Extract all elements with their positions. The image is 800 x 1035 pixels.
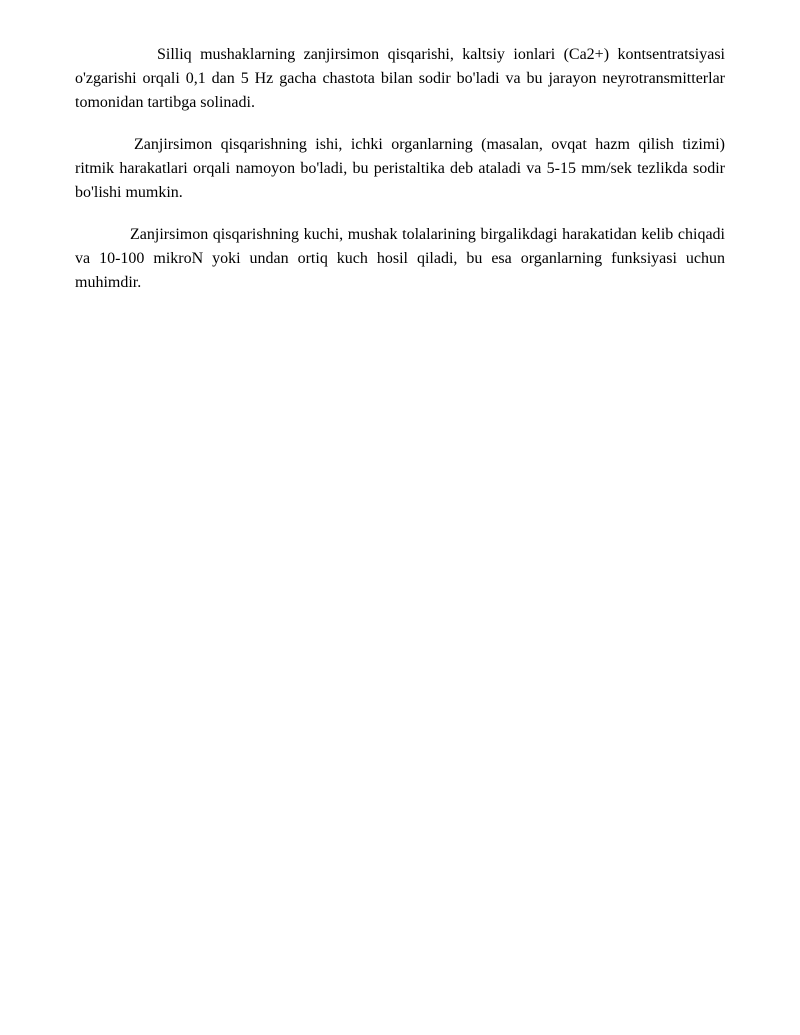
paragraph-3: Zanjirsimon qisqarishning kuchi, mushak tolalarining birgalikdagi harakatidan kelib chiqadi va 10-100 mikroN yoki undan ortiq kuch hosil qiladi, bu esa organlarning funksiyasi uchun muhimdir. — [75, 226, 725, 291]
document-body — [75, 43, 725, 313]
paragraph-2: Zanjirsimon qisqarishning ishi, ichki organlarning (masalan, ovqat hazm qilish tizimi) ritmik harakatlari orqali namoyon bo'ladi, bu peristaltika deb ataladi va 5-15 mm/sek tezlikda sodir bo'lishi mumkin. — [75, 136, 725, 201]
paragraph-1: Silliq mushaklarning zanjirsimon qisqarishi, kaltsiy ionlari (Ca2+) kontsentratsiyasi o'zgarishi orqali 0,1 dan 5 Hz gacha chastota bilan sodir bo'ladi va bu jarayon neyrotransmitterlar tomonidan tartibga solinadi. — [75, 46, 725, 111]
